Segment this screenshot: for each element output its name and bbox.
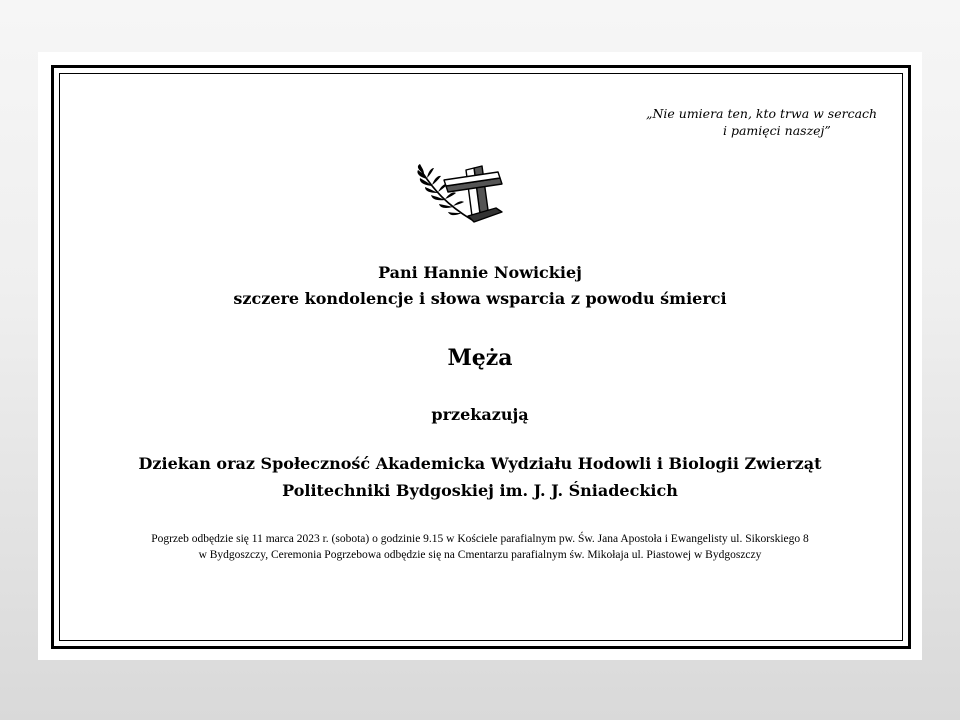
funeral-info-line-1: Pogrzeb odbędzie się 11 marca 2023 r. (sobota) o godzinie 9.15 w Kościele parafialnym pw. Św. Jana Apostoła i Ewangelisty ul. Sikorskiego 8 bbox=[151, 533, 809, 545]
conveyed-by-text: przekazują bbox=[431, 405, 529, 424]
sender-line-2: Politechniki Bydgoskiej im. J. J. Śniadeckich bbox=[282, 481, 678, 500]
recipient-name: Pani Hannie Nowickiej bbox=[378, 263, 582, 282]
funeral-info-line-2: w Bydgoszczy, Ceremonia Pogrzebowa odbędzie się na Cmentarzu parafialnym św. Mikołaja ul. Piastowej w Bydgoszczy bbox=[198, 549, 762, 561]
cross-with-palm-branch-icon bbox=[412, 164, 522, 230]
motto-line-2: i pamięci naszej” bbox=[723, 123, 831, 138]
sender-line-1: Dziekan oraz Społeczność Akademicka Wydziału Hodowli i Biologii Zwierząt bbox=[138, 454, 822, 473]
motto-quote bbox=[646, 105, 886, 139]
condolence-card bbox=[38, 52, 922, 660]
deceased-relation: Męża bbox=[447, 345, 513, 371]
motto-line-1: „Nie umiera ten, kto trwa w sercach bbox=[646, 106, 878, 121]
condolence-text: szczere kondolencje i słowa wsparcia z powodu śmierci bbox=[233, 289, 727, 308]
